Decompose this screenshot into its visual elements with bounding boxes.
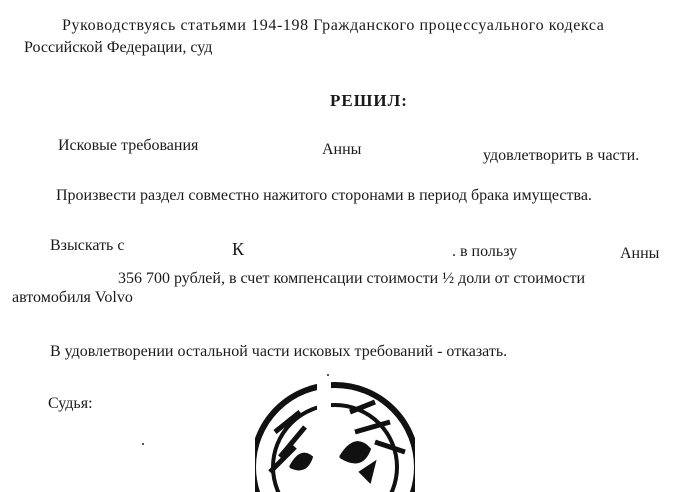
car-line: автомобиля Volvo xyxy=(12,289,133,306)
recover-favor: . в пользу xyxy=(452,243,518,260)
scan-speck xyxy=(142,443,144,445)
amount-line: 356 700 рублей, в счет компенсации стоимости ½ доли от стоимости xyxy=(118,270,586,287)
rejection-line: В удовлетворении остальной части исковых требований - отказать. xyxy=(50,343,508,360)
claims-label: Исковые требования xyxy=(58,137,199,154)
property-division: Произвести раздел совместно нажитого сторонами в период брака имущества. xyxy=(56,187,592,204)
judge-label: Судья: xyxy=(48,395,93,412)
claims-result: удовлетворить в части. xyxy=(483,147,640,164)
recover-initial: К xyxy=(232,239,245,259)
recover-name: Анны xyxy=(620,245,660,262)
intro-line-1: Руководствуясь статьями 194-198 Гражданского процессуального кодекса xyxy=(62,17,605,34)
decision-heading: РЕШИЛ: xyxy=(330,91,408,110)
claims-name: Анны xyxy=(322,141,362,158)
intro-line-2: Российской Федерации, суд xyxy=(24,39,213,56)
recover-prefix: Взыскать с xyxy=(50,237,125,254)
court-seal-icon xyxy=(255,372,415,492)
